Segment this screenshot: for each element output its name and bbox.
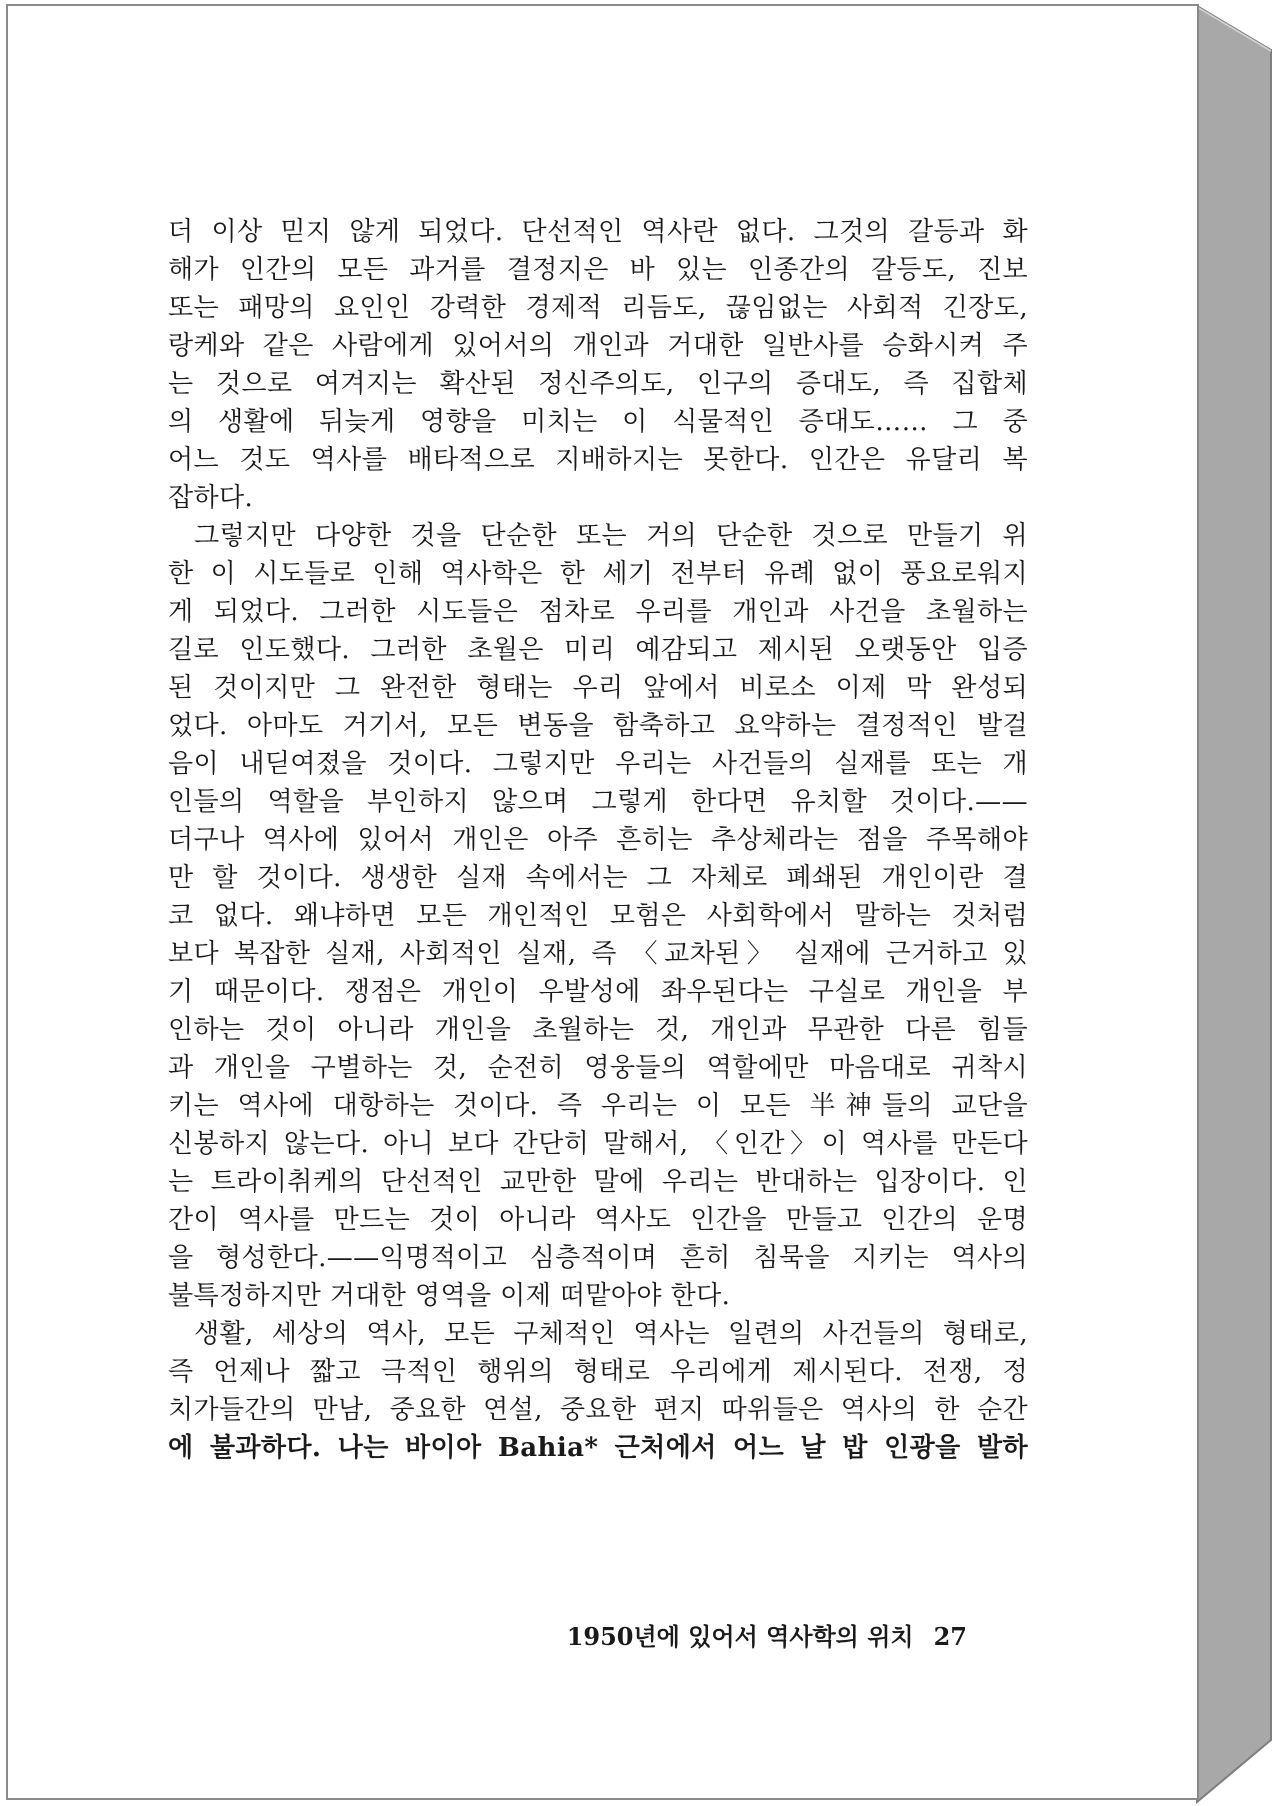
text-line: 을 형성한다.——익명적이고 심층적이며 흔히 침묵을 지키는 역사의 [168, 1243, 1028, 1273]
text-line: 치가들간의 만남, 중요한 연설, 중요한 편지 따위들은 역사의 한 순간 [168, 1395, 1028, 1425]
text-line: 해가 인간의 모든 과거를 결정지은 바 있는 인종간의 갈등도, 진보 [168, 255, 1028, 285]
text-line: 의 생활에 뒤늦게 영향을 미치는 이 식물적인 증대도…… 그 중 [168, 407, 1028, 437]
text-line: 된 것이지만 그 완전한 형태는 우리 앞에서 비로소 이제 막 완성되 [168, 673, 1028, 703]
text-line: 었다. 아마도 거기서, 모든 변동을 함축하고 요약하는 결정적인 발걸 [168, 711, 1028, 741]
text-line: 는 것으로 여겨지는 확산된 정신주의도, 인구의 증대도, 즉 집합체 [168, 369, 1028, 399]
text-line: 랑케와 같은 사람에게 있어서의 개인과 거대한 일반사를 승화시켜 주 [168, 331, 1028, 361]
text-line: 는 트라이취케의 단선적인 교만한 말에 우리는 반대하는 입장이다. 인 [168, 1167, 1028, 1197]
text-line: 더구나 역사에 있어서 개인은 아주 흔히는 추상체라는 점을 주목해야 [168, 825, 1028, 855]
text-line: 생활, 세상의 역사, 모든 구체적인 역사는 일련의 사건들의 형태로, [194, 1319, 1028, 1349]
text-line: 신봉하지 않는다. 아니 보다 간단히 말해서, 〈인간〉이 역사를 만든다 [168, 1129, 1028, 1159]
text-line: 한 이 시도들로 인해 역사학은 한 세기 전부터 유례 없이 풍요로워지 [168, 559, 1028, 589]
text-line: 보다 복잡한 실재, 사회적인 실재, 즉 〈교차된〉 실재에 근거하고 있 [168, 939, 1028, 969]
text-line: 인하는 것이 아니라 개인을 초월하는 것, 개인과 무관한 다른 힘들 [168, 1015, 1028, 1045]
text-line: 게 되었다. 그러한 시도들은 점차로 우리를 개인과 사건을 초월하는 [168, 597, 1028, 627]
document-page [6, 4, 1199, 1800]
text-line: 음이 내딛여졌을 것이다. 그렇지만 우리는 사건들의 실재를 또는 개 [168, 749, 1028, 779]
text-line: 불특정하지만 거대한 영역을 이제 떠맡아야 한다. [168, 1281, 731, 1311]
text-line: 키는 역사에 대항하는 것이다. 즉 우리는 이 모든 半神들의 교단을 [168, 1091, 1028, 1121]
text-line: 만 할 것이다. 생생한 실재 속에서는 그 자체로 폐쇄된 개인이란 결 [168, 863, 1028, 893]
body-text [168, 213, 1028, 1467]
page-stack-right-face [1197, 6, 1271, 1802]
page-number: 27 [933, 1622, 967, 1651]
text-line: 인들의 역할을 부인하지 않으며 그렇게 한다면 유치할 것이다.—— [168, 787, 1028, 817]
footer-title: 1950년에 있어서 역사학의 위치 [566, 1622, 914, 1651]
text-line: 그렇지만 다양한 것을 단순한 또는 거의 단순한 것으로 만들기 위 [194, 521, 1028, 551]
text-line: 과 개인을 구별하는 것, 순전히 영웅들의 역할에만 마음대로 귀착시 [168, 1053, 1028, 1083]
text-line: 간이 역사를 만드는 것이 아니라 역사도 인간을 만들고 인간의 운명 [168, 1205, 1028, 1235]
text-line: 기 때문이다. 쟁점은 개인이 우발성에 좌우된다는 구실로 개인을 부 [168, 977, 1028, 1007]
text-line: 즉 언제나 짧고 극적인 행위의 형태로 우리에게 제시된다. 전쟁, 정 [168, 1357, 1028, 1387]
running-footer [567, 1617, 967, 1652]
text-line: 코 없다. 왜냐하면 모든 개인적인 모험은 사회학에서 말하는 것처럼 [168, 901, 1028, 931]
text-line: 어느 것도 역사를 배타적으로 지배하지는 못한다. 인간은 유달리 복 [168, 445, 1028, 475]
text-line: 에 불과하다. 나는 바이아 Bahia* 근처에서 어느 날 밥 인광을 발하 [168, 1433, 1028, 1463]
text-line: 길로 인도했다. 그러한 초월은 미리 예감되고 제시된 오랫동안 입증 [168, 635, 1028, 665]
text-line: 또는 패망의 요인인 강력한 경제적 리듬도, 끊임없는 사회적 긴장도, [168, 293, 1028, 323]
text-line: 잡하다. [168, 483, 254, 513]
text-line: 더 이상 믿지 않게 되었다. 단선적인 역사란 없다. 그것의 갈등과 화 [168, 217, 1028, 247]
